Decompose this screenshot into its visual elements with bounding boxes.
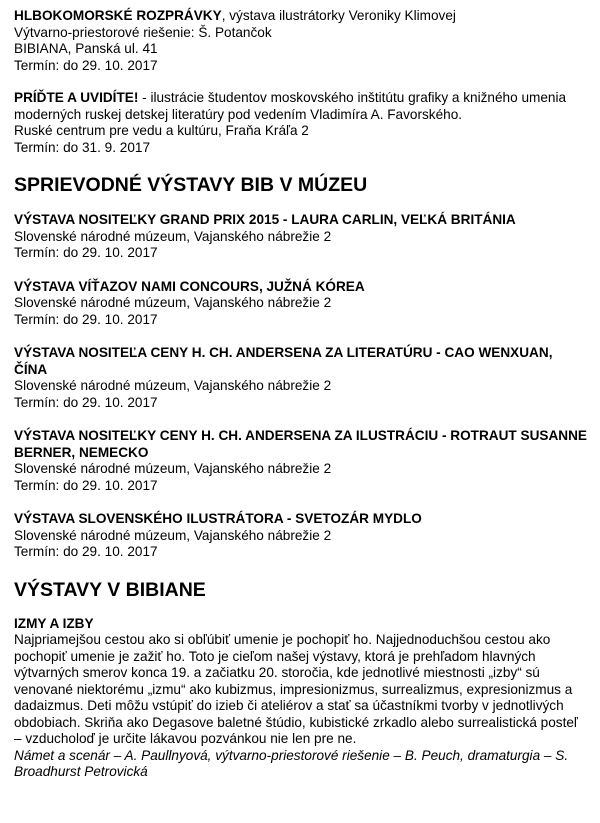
- museum-exhibition-3: [14, 345, 588, 411]
- exhibition-credits: Námet a scenár – A. Paullnyová, výtvarno-priestorové riešenie – B. Peuch, dramaturgia – S. Broadhurst Petrovická: [14, 747, 569, 779]
- section-heading-bibiana: VÝSTAVY V BIBIANE: [14, 578, 206, 601]
- bibiana-exhibition: [14, 616, 588, 781]
- event-location: Ruské centrum pre vedu a kultúru, Fraňa Kráľa 2: [14, 123, 309, 138]
- event-description: - ilustrácie študentov moskovského inštitútu grafiky a knižného umenia moderných ruskej detskej literatúry pod vedením Vladimíra A. Favorského.: [14, 90, 570, 122]
- intro-event-1-heading: [14, 8, 588, 25]
- exhibition-date: Termín: do 29. 10. 2017: [14, 394, 158, 410]
- exhibition-place: Slovenské národné múzeum, Vajanského nábrežie 2: [14, 228, 332, 244]
- event-date: Termín: do 29. 10. 2017: [14, 57, 158, 73]
- exhibition-date: Termín: do 29. 10. 2017: [14, 477, 158, 493]
- intro-event-2: [14, 90, 588, 156]
- event-title: PRÍĎTE A UVIDÍTE!: [14, 90, 139, 105]
- exhibition-date: Termín: do 29. 10. 2017: [14, 245, 158, 260]
- exhibition-place: Slovenské národné múzeum, Vajanského nábrežie 2: [14, 295, 332, 310]
- exhibition-place: Slovenské národné múzeum, Vajanského nábrežie 2: [14, 378, 332, 393]
- exhibition-title: VÝSTAVA NOSITEĽKY GRAND PRIX 2015 - LAURA CARLIN, VEĽKÁ BRITÁNIA: [14, 212, 516, 227]
- exhibition-title: VÝSTAVA VÍŤAZOV NAMI CONCOURS, JUŽNÁ KÓREA: [14, 278, 365, 294]
- event-location: BIBIANA, Panská ul. 41: [14, 41, 158, 56]
- exhibition-date: Termín: do 29. 10. 2017: [14, 544, 158, 559]
- intro-event-1: [14, 8, 588, 74]
- museum-exhibition-2: [14, 279, 588, 329]
- section-heading-museum: SPRIEVODNÉ VÝSTAVY BIB V MÚZEU: [14, 174, 368, 196]
- exhibition-title: IZMY A IZBY: [14, 615, 94, 631]
- document-page: [14, 8, 588, 781]
- exhibition-title: VÝSTAVA NOSITEĽKY CENY H. CH. ANDERSENA ZA ILUSTRÁCIU - ROTRAUT SUSANNE BERNER, NEMECKO: [14, 428, 587, 460]
- exhibition-date: Termín: do 29. 10. 2017: [14, 311, 158, 327]
- event-description: , výstava ilustrátorky Veroniky Klimovej: [221, 8, 456, 23]
- museum-exhibition-5: [14, 511, 588, 561]
- museum-exhibition-1: [14, 212, 588, 262]
- event-date: Termín: do 31. 9. 2017: [14, 139, 151, 155]
- exhibition-place: Slovenské národné múzeum, Vajanského nábrežie 2: [14, 461, 332, 476]
- event-detail: Výtvarno-priestorové riešenie: Š. Potančok: [14, 24, 272, 40]
- exhibition-title: VÝSTAVA SLOVENSKÉHO ILUSTRÁTORA - SVETOZÁR MYDLO: [14, 511, 422, 526]
- intro-event-2-heading: [14, 90, 588, 123]
- exhibition-title: VÝSTAVA NOSITEĽA CENY H. CH. ANDERSENA ZA LITERATÚRU - CAO WENXUAN, ČÍNA: [14, 345, 553, 377]
- museum-exhibition-4: [14, 428, 588, 494]
- exhibition-place: Slovenské národné múzeum, Vajanského nábrežie 2: [14, 527, 332, 543]
- exhibition-description: Najpriamejšou cestou ako si obľúbiť umenie je pochopiť ho. Najjednoduchšou cestou ako pochopiť umenie je zažiť ho. Toto je cieľom našej výstavy, ktorá je prehľadom hlavných výtvarných smerov konca 19. a začiatku 20. storočia, kde jednotlivé miestnosti „izby“ sú venované niektorému „izmu“ ako kubizmus, impresionizmus, surrealizmus, expresionizmus a dadaizmus. Deti môžu vstúpiť do izieb či ateliérov a stať sa účastníkmi tvorby v jednotlivých obdobiach. Skriňa ako Degasove baletné štúdio, kubistické zrkadlo alebo surrealistická posteľ – vzducholoď je určite lákavou pozvánkou nie len pre ne.: [14, 632, 578, 746]
- event-title: HLBOKOMORSKÉ ROZPRÁVKY: [14, 8, 222, 23]
